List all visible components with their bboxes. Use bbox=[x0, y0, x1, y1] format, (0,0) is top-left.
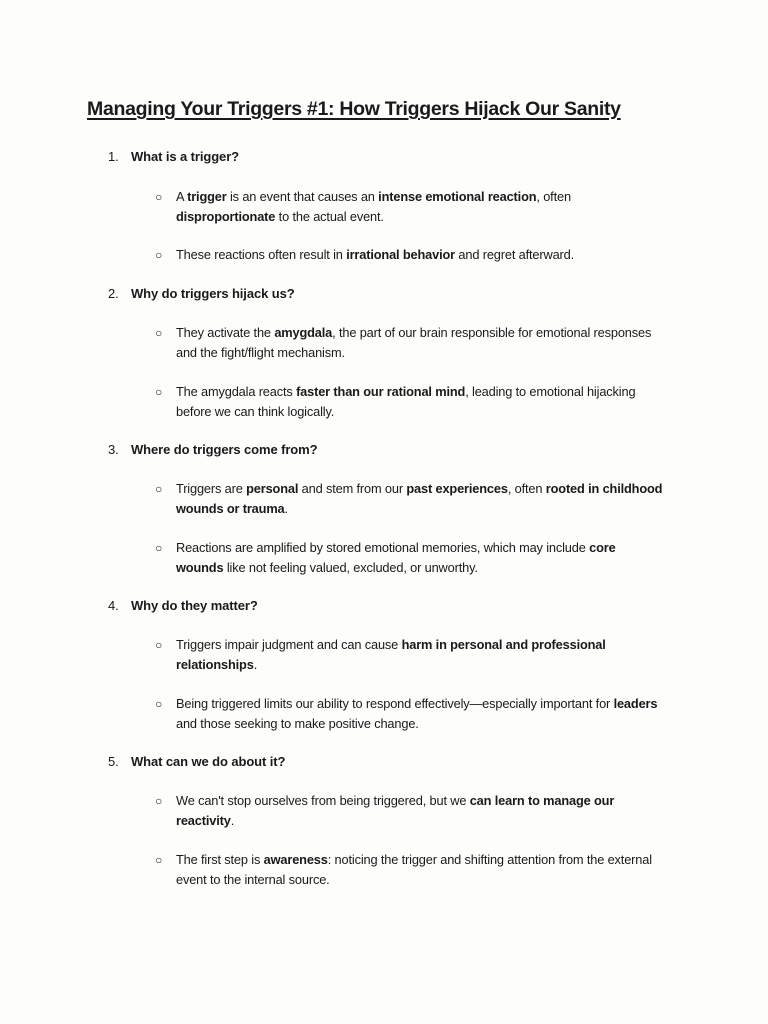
text-run: and regret afterward. bbox=[455, 247, 575, 262]
bold-text: can learn to manage our reactivity bbox=[176, 793, 615, 828]
text-run: We can't stop ourselves from being triggered, but we bbox=[176, 793, 470, 808]
section-number: 1. bbox=[108, 149, 119, 164]
bullet-circle-icon: ○ bbox=[155, 385, 163, 399]
bullet-circle-icon: ○ bbox=[155, 697, 163, 711]
text-run: These reactions often result in bbox=[176, 247, 347, 262]
bullet-item bbox=[155, 791, 666, 831]
bold-text: disproportionate bbox=[176, 209, 276, 224]
bold-text: harm in personal and professional relationships bbox=[176, 637, 606, 672]
bullet-item bbox=[155, 382, 666, 422]
section-question-text: Why do they matter? bbox=[131, 598, 258, 613]
section-what-is-a-trigger bbox=[108, 149, 688, 262]
bullet-item bbox=[155, 694, 666, 734]
bold-text: leaders bbox=[613, 696, 658, 711]
text-run: The first step is bbox=[176, 852, 264, 867]
section-why-triggers-hijack bbox=[108, 286, 688, 419]
text-run: , often bbox=[507, 481, 546, 496]
section-question-text: What can we do about it? bbox=[131, 754, 286, 769]
text-run: . bbox=[253, 657, 258, 672]
section-what-can-we-do bbox=[108, 754, 688, 887]
text-run: , often bbox=[536, 189, 571, 204]
section-why-they-matter bbox=[108, 598, 688, 731]
bullet-item bbox=[155, 479, 666, 519]
bullet-item bbox=[155, 245, 666, 265]
text-run: Being triggered limits our ability to respond effectively—especially important for bbox=[176, 696, 614, 711]
text-run: , leading to emotional hijacking before we can think logically. bbox=[176, 384, 636, 419]
section-number: 4. bbox=[108, 598, 119, 613]
text-run: The amygdala reacts bbox=[176, 384, 297, 399]
section-question bbox=[108, 149, 688, 164]
text-run: Triggers impair judgment and can cause bbox=[176, 637, 402, 652]
text-run: like not feeling valued, excluded, or unworthy. bbox=[223, 560, 478, 575]
bullet-circle-icon: ○ bbox=[155, 482, 163, 496]
bullet-circle-icon: ○ bbox=[155, 794, 163, 808]
bullet-circle-icon: ○ bbox=[155, 853, 163, 867]
bullet-circle-icon: ○ bbox=[155, 248, 163, 262]
text-run: They activate the bbox=[176, 325, 275, 340]
section-where-triggers-come-from bbox=[108, 442, 688, 575]
bold-text: awareness bbox=[263, 852, 328, 867]
bullet-item bbox=[155, 635, 666, 675]
section-number: 3. bbox=[108, 442, 119, 457]
section-question bbox=[108, 754, 688, 769]
bullet-item bbox=[155, 538, 666, 578]
section-question bbox=[108, 286, 688, 301]
text-run: to the actual event. bbox=[275, 209, 384, 224]
section-question-text: What is a trigger? bbox=[131, 149, 239, 164]
text-run: is an event that causes an bbox=[226, 189, 379, 204]
bold-text: past experiences bbox=[406, 481, 508, 496]
bullet-circle-icon: ○ bbox=[155, 190, 163, 204]
bold-text: faster than our rational mind bbox=[296, 384, 466, 399]
document-title: Managing Your Triggers #1: How Triggers Hijack Our Sanity bbox=[87, 98, 621, 120]
bold-text: trigger bbox=[187, 189, 227, 204]
section-question-text: Where do triggers come from? bbox=[131, 442, 318, 457]
section-question bbox=[108, 442, 688, 457]
text-run: and stem from our bbox=[298, 481, 407, 496]
text-run: Triggers are bbox=[176, 481, 247, 496]
section-number: 2. bbox=[108, 286, 119, 301]
section-number: 5. bbox=[108, 754, 119, 769]
section-question-text: Why do triggers hijack us? bbox=[131, 286, 295, 301]
text-run: Reactions are amplified by stored emotional memories, which may include bbox=[176, 540, 590, 555]
bullet-circle-icon: ○ bbox=[155, 326, 163, 340]
bold-text: intense emotional reaction bbox=[378, 189, 537, 204]
bold-text: irrational behavior bbox=[346, 247, 455, 262]
text-run: and those seeking to make positive change. bbox=[176, 716, 419, 731]
text-run: . bbox=[284, 501, 288, 516]
text-run: A bbox=[176, 189, 188, 204]
bullet-circle-icon: ○ bbox=[155, 638, 163, 652]
bold-text: personal bbox=[246, 481, 299, 496]
text-run: : noticing the trigger and shifting attention from the external event to the internal source. bbox=[176, 852, 652, 887]
bold-text: core wounds bbox=[176, 540, 616, 575]
bold-text: rooted in childhood wounds or trauma bbox=[176, 481, 663, 516]
bullet-circle-icon: ○ bbox=[155, 541, 163, 555]
section-question bbox=[108, 598, 688, 613]
bullet-item bbox=[155, 850, 666, 890]
bullet-item bbox=[155, 187, 666, 227]
bullet-item bbox=[155, 323, 666, 363]
text-run: . bbox=[230, 813, 235, 828]
text-run: , the part of our brain responsible for emotional responses and the fight/flight mechanism. bbox=[176, 325, 652, 360]
bold-text: amygdala bbox=[274, 325, 333, 340]
